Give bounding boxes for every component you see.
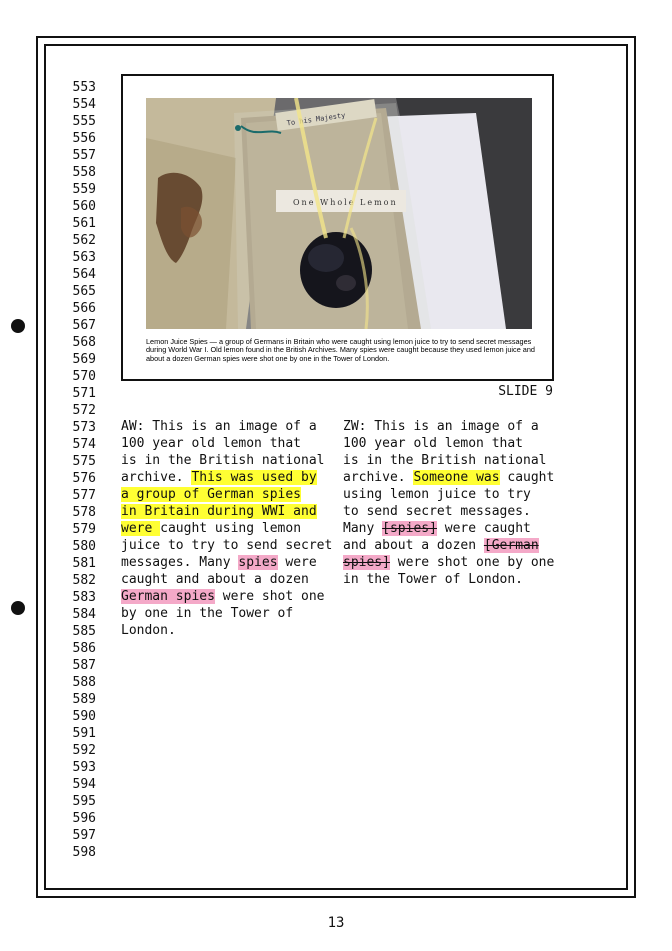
- zw-line: is in the British national: [343, 453, 547, 468]
- line-number: 586: [72, 641, 96, 656]
- line-number: 591: [72, 726, 96, 741]
- zw-line: using lemon juice to try: [343, 487, 531, 502]
- aw-line: is in the British national: [121, 453, 325, 468]
- zw-strikethrough-pink: spies]: [343, 555, 390, 570]
- aw-line: caught using lemon: [160, 521, 302, 536]
- aw-line: London.: [121, 623, 176, 638]
- aw-line: were: [277, 555, 317, 570]
- line-number: 575: [72, 454, 96, 469]
- line-number: 557: [72, 148, 96, 163]
- line-number: 594: [72, 777, 96, 792]
- line-number: 584: [72, 607, 96, 622]
- zw-line: and about a dozen: [343, 538, 484, 553]
- line-number: 565: [72, 284, 96, 299]
- line-number: 560: [72, 199, 96, 214]
- binder-hole-bottom: [11, 601, 25, 615]
- line-number: 598: [72, 845, 96, 860]
- line-number: 564: [72, 267, 96, 282]
- line-number: 567: [72, 318, 96, 333]
- zw-line: archive.: [343, 470, 414, 485]
- line-number: 562: [72, 233, 96, 248]
- binder-hole-top: [11, 319, 25, 333]
- zw-line: were caught: [436, 521, 531, 536]
- line-number: 558: [72, 165, 96, 180]
- aw-highlight-yellow: in Britain during WWI and: [121, 504, 317, 519]
- line-number: 578: [72, 505, 96, 520]
- aw-line: 100 year old lemon that: [121, 436, 302, 451]
- line-number: 597: [72, 828, 96, 843]
- line-number: 559: [72, 182, 96, 197]
- line-number: 592: [72, 743, 96, 758]
- aw-line: AW: This is an image of a: [121, 419, 317, 434]
- aw-line: were shot one: [214, 589, 325, 604]
- zw-line: were shot one by one: [389, 555, 555, 570]
- line-number: 569: [72, 352, 96, 367]
- line-number: 587: [72, 658, 96, 673]
- line-number: 595: [72, 794, 96, 809]
- aw-highlight-yellow: a group of German spies: [121, 487, 302, 502]
- line-number: 571: [72, 386, 96, 401]
- zw-line: 100 year old lemon that: [343, 436, 524, 451]
- line-number: 581: [72, 556, 96, 571]
- line-number: 577: [72, 488, 96, 503]
- line-number: 570: [72, 369, 96, 384]
- line-number: 582: [72, 573, 96, 588]
- line-number: 561: [72, 216, 96, 231]
- zw-line: in the Tower of London.: [343, 572, 524, 587]
- line-number: 588: [72, 675, 96, 690]
- line-number: 590: [72, 709, 96, 724]
- line-number: 576: [72, 471, 96, 486]
- zw-strikethrough-pink: [German: [483, 538, 539, 553]
- line-number: 596: [72, 811, 96, 826]
- zw-line: to send secret messages.: [343, 504, 531, 519]
- line-number: 566: [72, 301, 96, 316]
- line-number: 583: [72, 590, 96, 605]
- page-number: 13: [327, 915, 345, 931]
- zw-line: caught: [499, 470, 555, 485]
- svg-text:To his Majesty: To his Majesty: [286, 111, 346, 128]
- line-number: 553: [72, 80, 96, 95]
- line-number: 574: [72, 437, 96, 452]
- line-number: 589: [72, 692, 96, 707]
- aw-highlight-yellow: This was used by: [191, 470, 317, 485]
- slide-label: SLIDE 9: [498, 384, 553, 399]
- aw-transcript: [121, 418, 332, 639]
- line-number: 555: [72, 114, 96, 129]
- aw-line: by one in the Tower of: [121, 606, 294, 621]
- lemon-photo: [146, 98, 532, 329]
- zw-strikethrough-pink: [spies]: [382, 521, 437, 536]
- zw-highlight-yellow: Someone was: [413, 470, 500, 485]
- aw-line: caught and about a dozen: [121, 572, 309, 587]
- figure-caption: Lemon Juice Spies — a group of Germans in Britain who were caught using lemon juice to try to send secret messages during World War I. Old lemon found in the British Archives. Many spies were caught because they used lemon juice and about a dozen German spies were shot one by one in the Tower of London.: [146, 337, 535, 363]
- aw-line: juice to try to send secret: [121, 538, 333, 553]
- line-number: 572: [72, 403, 96, 418]
- line-number: 563: [72, 250, 96, 265]
- slide-figure: [121, 74, 554, 381]
- zw-transcript: [343, 418, 554, 588]
- line-number: 580: [72, 539, 96, 554]
- line-numbers: [68, 79, 96, 861]
- zw-line: ZW: This is an image of a: [343, 419, 539, 434]
- aw-highlight-yellow: were: [121, 521, 161, 536]
- aw-highlight-pink: spies: [238, 555, 278, 570]
- label-card-text: One Whole Lemon: [293, 198, 398, 207]
- line-number: 585: [72, 624, 96, 639]
- line-number: 556: [72, 131, 96, 146]
- aw-line: messages. Many: [121, 555, 239, 570]
- zw-line: Many: [343, 521, 383, 536]
- line-number: 593: [72, 760, 96, 775]
- aw-highlight-pink: German spies: [121, 589, 215, 604]
- aw-line: archive.: [121, 470, 192, 485]
- line-number: 579: [72, 522, 96, 537]
- line-number: 573: [72, 420, 96, 435]
- line-number: 568: [72, 335, 96, 350]
- line-number: 554: [72, 97, 96, 112]
